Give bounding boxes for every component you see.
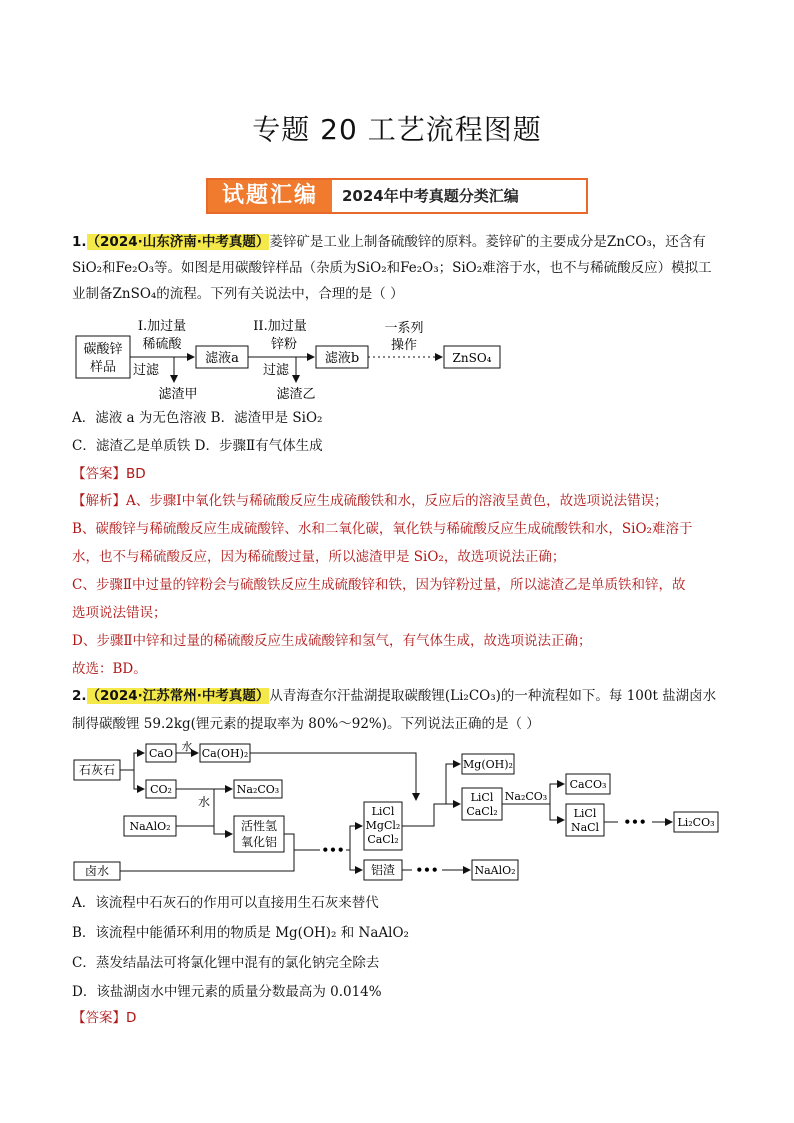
q1-step1-top2: 稀硫酸 — [142, 337, 182, 352]
q1-step2-top2: 锌粉 — [270, 337, 298, 352]
q2-water1: 水 — [181, 740, 193, 753]
banner-subtitle: 2024年中考真题分类汇编 — [342, 187, 519, 205]
q2-arrow-to-caco3 — [550, 784, 564, 804]
q2-line-active-down — [284, 834, 294, 844]
q1-stem-line2: SiO₂和Fe₂O₃等。如图是用碳酸锌样品（杂质为SiO₂和Fe₂O₃；SiO₂难溶于水，也不与稀硫酸反应）模拟工 — [72, 260, 712, 276]
q2-mix-3: CaCl₂ — [367, 833, 399, 846]
q2-caco3: CaCO₃ — [569, 778, 607, 791]
q1-analysis-4: C、步骤Ⅱ中过量的锌粉会与硫酸铁反应生成硫酸锌和铁，因为锌粉过量，所以滤渣乙是单质铁和锌，故 — [72, 577, 686, 593]
q2-brine: 卤水 — [84, 864, 110, 878]
q2-water2: 水 — [197, 795, 211, 809]
q2-dots-2: ••• — [415, 863, 439, 877]
q2-source: （2024·江苏常州·中考真题） — [86, 688, 270, 704]
q2-li2co3: Li₂CO₃ — [677, 816, 715, 829]
q2-mix-1: LiCl — [371, 805, 395, 818]
q2-stem-line1 — [72, 686, 722, 706]
q1-stem-line1 — [72, 232, 722, 252]
q2-dots-3: ••• — [623, 815, 647, 829]
q1-sample-text2: 样品 — [89, 360, 117, 375]
q1-number: 1. — [72, 234, 87, 250]
q1-analysis-2: B、碳酸锌与稀硫酸反应生成硫酸锌、水和二氧化碳，氧化铁与稀硫酸反应生成硫酸铁和水，SiO₂难溶于 — [72, 521, 693, 537]
q2-naalo2-in: NaAlO₂ — [129, 820, 171, 833]
q2-arrow-to-mgoh2 — [446, 764, 460, 804]
q2-na2co3: Na₂CO₃ — [236, 783, 280, 796]
q1-step1-top1: I.加过量 — [137, 319, 187, 334]
q2-licl-cacl2-2: CaCl₂ — [466, 805, 498, 818]
q1-step3-2: 操作 — [390, 338, 418, 353]
q2-arrow-to-active — [214, 800, 232, 834]
q2-licl-cacl2-1: LiCl — [470, 791, 494, 804]
q2-line-mix-out — [402, 804, 446, 826]
banner-label: 试题汇编 — [208, 180, 332, 212]
q2-flow-diagram — [72, 740, 722, 886]
q2-na2co3-reagent: Na₂CO₃ — [504, 790, 548, 803]
q1-sample-text1: 碳酸锌 — [83, 342, 123, 357]
q1-filtrate-b: 滤液b — [324, 351, 360, 366]
q2-option-c: C．蒸发结晶法可将氯化锂中混有的氯化钠完全除去 — [72, 955, 380, 971]
q2-cao: CaO — [149, 747, 173, 760]
q1-step1-bottom: 过滤 — [132, 363, 160, 378]
q1-analysis-3: 水，也不与稀硫酸反应，因为稀硫酸过量，所以滤渣甲是 SiO₂，故选项说法正确； — [72, 549, 566, 565]
q2-licl-nacl-1: LiCl — [573, 807, 597, 820]
q2-limestone: 石灰石 — [78, 763, 116, 777]
q2-mgoh2: Mg(OH)₂ — [463, 758, 513, 771]
q1-step2-top1: II.加过量 — [253, 319, 307, 334]
q1-step2-bottom: 过滤 — [262, 363, 290, 378]
q1-stem-line3: 业制备ZnSO₄的流程。下列有关说法中，合理的是（ ） — [72, 286, 404, 302]
section-banner — [206, 178, 588, 214]
q2-active-1: 活性氢 — [240, 819, 278, 833]
q2-option-b: B．该流程中能循环利用的物质是 Mg(OH)₂ 和 NaAlO₂ — [72, 925, 409, 941]
q2-number: 2. — [72, 688, 87, 704]
q1-analysis-5: 选项说法错误； — [72, 605, 167, 621]
q2-mix-2: MgCl₂ — [365, 819, 401, 832]
q1-filtrate-a: 滤液a — [205, 351, 239, 366]
q1-residue-a: 滤渣甲 — [158, 387, 198, 402]
q1-residue-b: 滤渣乙 — [276, 387, 316, 402]
q2-licl-nacl-2: NaCl — [570, 821, 600, 834]
q1-answer: 【答案】BD — [72, 466, 146, 482]
q1-analysis-6: D、步骤Ⅱ中锌和过量的稀硫酸反应生成硫酸锌和氢气，有气体生成，故选项说法正确； — [72, 633, 592, 649]
page-title: 专题 20 工艺流程图题 — [252, 113, 542, 146]
q1-analysis-1: 【解析】A、步骤Ⅰ中氧化铁与稀硫酸反应生成硫酸铁和水，反应后的溶液呈黄色，故选项说法错误； — [72, 493, 668, 509]
q2-option-a: A．该流程中石灰石的作用可以直接用生石灰来替代 — [72, 895, 379, 911]
q2-arrow-to-mix — [350, 826, 362, 850]
q1-step3-1: 一系列 — [384, 321, 424, 336]
q2-arrow-to-residue — [350, 850, 362, 870]
q2-arrow-to-co2 — [134, 770, 144, 789]
q2-arrow-to-licl-nacl — [550, 804, 564, 820]
q2-caoh2: Ca(OH)₂ — [201, 747, 249, 760]
q2-option-d: D．该盐湖卤水中锂元素的质量分数最高为 0.014% — [72, 984, 382, 1000]
q2-active-2: 氧化铝 — [240, 835, 278, 849]
q1-options-cd: C．滤渣乙是单质铁 D．步骤Ⅱ有气体生成 — [72, 438, 323, 454]
q2-stem-line2: 制得碳酸锂 59.2kg(锂元素的提取率为 80%～92%)。下列说法正确的是（ ） — [72, 716, 540, 732]
q2-dots-1: ••• — [321, 843, 345, 857]
q2-answer: 【答案】D — [72, 1010, 137, 1026]
q2-stem-text1: 从青海查尔汗盐湖提取碳酸锂(Li₂CO₃)的一种流程如下。每 100t 盐湖卤水 — [269, 688, 717, 704]
q2-co2: CO₂ — [150, 783, 172, 796]
q1-source: （2024·山东济南·中考真题） — [86, 234, 270, 250]
q2-arrow-to-cao — [120, 753, 144, 770]
q1-flow-diagram — [72, 318, 512, 404]
q2-al-residue: 铝渣 — [370, 863, 396, 877]
q1-product: ZnSO₄ — [452, 351, 492, 365]
q1-stem-text1: 菱锌矿是工业上制备硫酸锌的原料。菱锌矿的主要成分是ZnCO₃，还含有 — [269, 234, 706, 250]
q2-naalo2-out: NaAlO₂ — [474, 864, 516, 877]
q1-analysis-7: 故选：BD。 — [72, 661, 147, 677]
q1-options-ab: A．滤液 a 为无色溶液 B．滤渣甲是 SiO₂ — [72, 410, 323, 426]
